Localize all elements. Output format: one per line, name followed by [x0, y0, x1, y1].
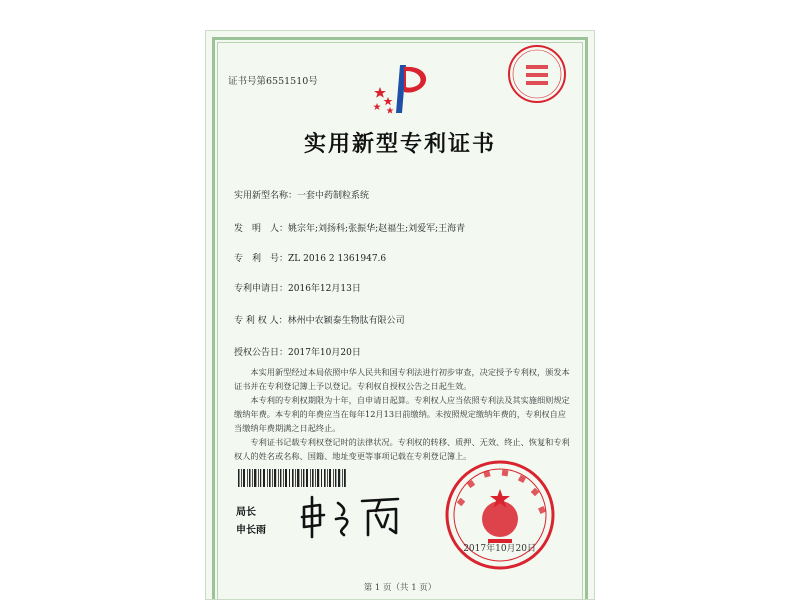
holder-value: 林州中农颖泰生物肽有限公司 — [287, 316, 405, 326]
patent-holder — [234, 313, 405, 326]
filing-date-value: 2016年12月13日 — [288, 284, 361, 294]
barcode-icon — [238, 469, 348, 487]
name-label: 实用新型名称： — [234, 191, 298, 201]
certificate-body — [234, 365, 572, 463]
filing-date — [234, 281, 361, 294]
director-title: 局长 — [236, 507, 256, 518]
utility-model-name — [234, 188, 369, 201]
holder-label: 专 利 权 人： — [234, 316, 288, 326]
agency-seal-icon — [506, 43, 568, 105]
sipo-logo-icon — [368, 59, 438, 119]
body-paragraph: 本专利的专利权期限为十年，自申请日起算。专利权人应当依照专利法及其实施细则规定缴纳年费。本专利的年费应当在每年12月13日前缴纳。未按照规定缴纳年费的，专利权自应当缴纳年费期满之日起终止。 — [234, 395, 570, 433]
filing-date-label: 专利申请日： — [234, 284, 289, 294]
patent-number — [234, 251, 386, 264]
patent-number-value: ZL 2016 2 1361947.6 — [288, 254, 387, 264]
grant-date-label: 授权公告日： — [234, 348, 289, 358]
national-ip-seal-icon — [444, 459, 556, 571]
director-signature-icon — [298, 493, 408, 539]
page-footer: 第 1 页（共 1 页） — [363, 583, 437, 593]
grant-date-value: 2017年10月20日 — [288, 348, 361, 358]
inventors — [234, 221, 465, 234]
inventor-value: 姚宗年;刘扬科;张振华;赵福生;刘爱军;王海青 — [288, 224, 466, 234]
grant-date — [234, 345, 361, 358]
director-name: 申长雨 — [236, 525, 266, 536]
inventor-label: 发 明 人： — [234, 224, 289, 234]
patent-number-label: 专 利 号： — [234, 254, 289, 264]
certificate-number: 证书号第6551510号 — [228, 76, 318, 87]
patent-certificate — [205, 30, 595, 600]
body-paragraph: 本实用新型经过本局依照中华人民共和国专利法进行初步审查，决定授予专利权，颁发本证书并在专利登记簿上予以登记。专利权自授权公告之日起生效。 — [234, 367, 570, 391]
name-value: 一套中药制粒系统 — [297, 191, 370, 201]
certificate-title: 实用新型专利证书 — [303, 131, 496, 157]
body-paragraph: 专利证书记载专利权登记时的法律状况。专利权的转移、质押、无效、终止、恢复和专利权人的姓名或名称、国籍、地址变更等事项记载在专利登记簿上。 — [234, 437, 570, 461]
stamp-date: 2017年10月20日 — [463, 544, 536, 554]
